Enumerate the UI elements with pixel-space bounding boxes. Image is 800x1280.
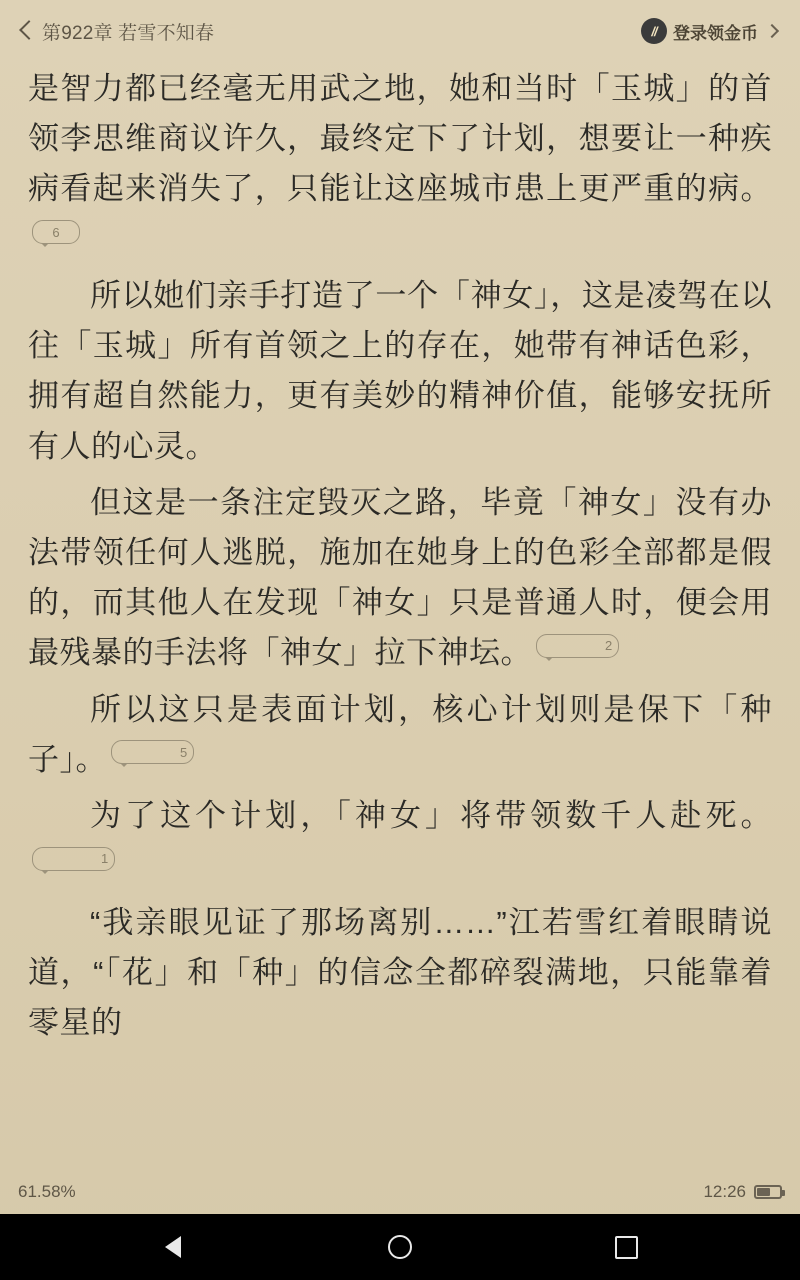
paragraph — [28, 685, 772, 785]
paragraph — [28, 791, 772, 891]
android-nav-bar — [0, 1214, 800, 1280]
login-coin-label: 登录领金币 — [673, 23, 758, 43]
clock: 12:26 — [703, 1182, 746, 1201]
battery-fill — [757, 1188, 770, 1196]
nav-back-button[interactable] — [143, 1214, 203, 1280]
paragraph-text: 所以她们亲手打造了一个「神女」，这是凌驾在以往「玉城」所有首领之上的存在，她带有神话色彩，拥有超自然能力，更有美妙的精神价值，能够安抚所有人的心灵。 — [28, 277, 772, 464]
paragraph-text: 但这是一条注定毁灭之路，毕竟「神女」没有办法带领任何人逃脱，施加在她身上的色彩全部都是假的，而其他人在发现「神女」只是普通人时，便会用最残暴的手法将「神女」拉下神坛。 — [28, 484, 772, 671]
battery-icon — [754, 1185, 782, 1199]
comment-count-badge[interactable]: 2 — [536, 634, 619, 658]
comment-count-badge[interactable]: 6 — [32, 220, 80, 244]
paragraph-text: 是智力都已经毫无用武之地，她和当时「玉城」的首领李思维商议许久，最终定下了计划，想要让一种疾病看起来消失了，只能让这座城市患上更严重的病。 — [28, 71, 772, 207]
triangle-back-icon — [165, 1236, 181, 1258]
reader-footer — [0, 1170, 800, 1214]
status-area — [703, 1182, 782, 1202]
paragraph-text: “我亲眼见证了那场离别……”江若雪红着眼睛说道，“「花」和「种」的信念全都碎裂满地，只能靠着零星的 — [28, 904, 772, 1040]
coin-icon: // — [641, 18, 667, 44]
paragraph — [28, 898, 772, 1049]
nav-recents-button[interactable] — [597, 1214, 657, 1280]
nav-home-button[interactable] — [370, 1214, 430, 1280]
chapter-content[interactable] — [0, 62, 800, 1170]
comment-count-badge[interactable]: 5 — [111, 740, 194, 764]
paragraph — [28, 64, 772, 265]
chevron-right-icon — [766, 25, 778, 37]
paragraph — [28, 271, 772, 472]
paragraph-text: 所以这只是表面计划，核心计划则是保下「种子」。 — [28, 691, 772, 777]
top-bar — [0, 0, 800, 62]
reading-progress: 61.58% — [18, 1182, 76, 1201]
login-coin-button[interactable] — [637, 15, 782, 47]
circle-home-icon — [388, 1235, 412, 1259]
back-icon[interactable] — [16, 14, 38, 48]
square-recents-icon — [615, 1236, 638, 1259]
comment-count-badge[interactable]: 1 — [32, 847, 115, 871]
paragraph-text: 为了这个计划，「神女」将带领数千人赴死。 — [90, 798, 772, 834]
chapter-title: 第922章 若雪不知春 — [42, 22, 215, 44]
paragraph — [28, 478, 772, 679]
